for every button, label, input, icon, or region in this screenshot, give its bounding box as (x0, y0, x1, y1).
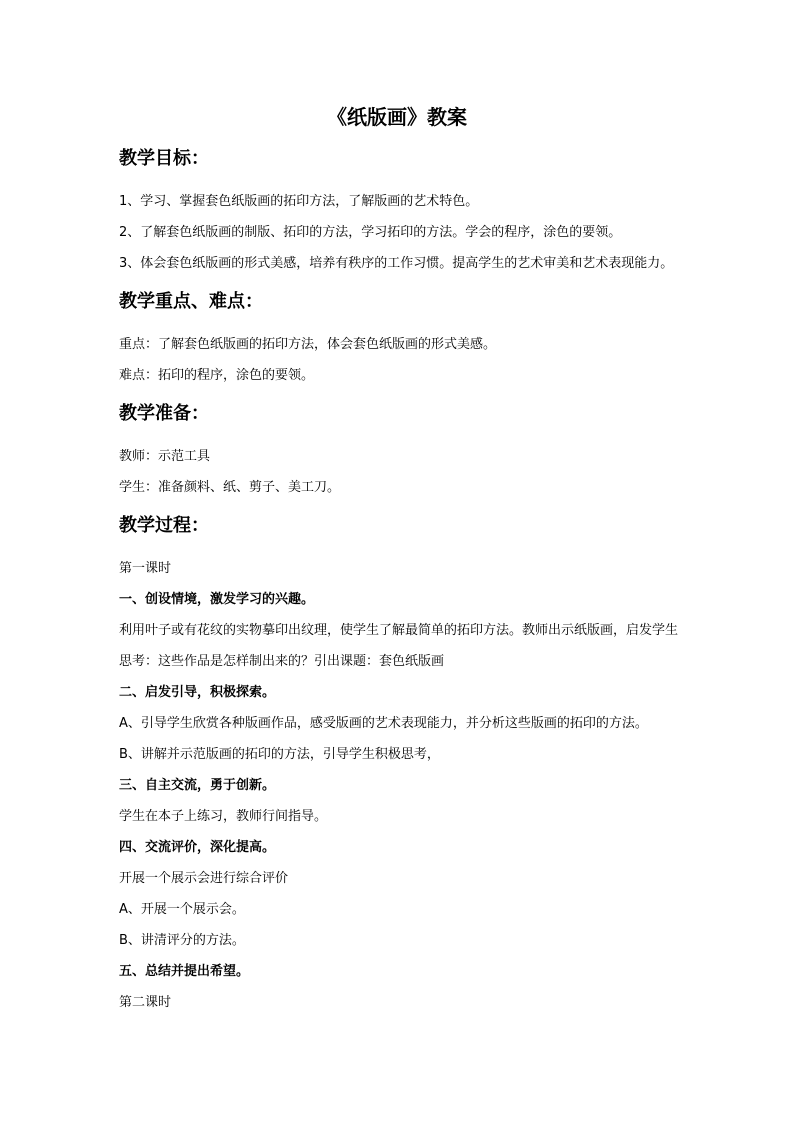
step-3-text: 学生在本子上练习，教师行间指导。 (119, 809, 328, 824)
step-2-item-a: A、引导学生欣赏各种版画作品，感受版画的艺术表现能力，并分析这些版画的拓印的方法。 (119, 716, 648, 731)
lesson-2-label: 第二课时 (119, 995, 172, 1010)
preparation-student: 学生：准备颜料、纸、剪子、美工刀。 (119, 480, 341, 495)
step-1-title: 一、创设情境，激发学习的兴趣。 (119, 592, 315, 607)
step-2-title: 二、启发引导，积极探索。 (119, 685, 276, 700)
step-4-item-a: A、开展一个展示会。 (119, 902, 245, 917)
goal-item-1: 1、学习、掌握套色纸版画的拓印方法，了解版画的艺术特色。 (119, 194, 479, 209)
step-2-item-b: B、讲解并示范版画的拓印的方法，引导学生积极思考， (119, 747, 440, 762)
step-4-text: 开展一个展示会进行综合评价 (119, 871, 289, 886)
process-heading: 教学过程： (119, 515, 209, 536)
step-4-item-b: B、讲清评分的方法。 (119, 933, 245, 948)
preparation-heading: 教学准备： (119, 403, 209, 424)
key-points-heading: 教学重点、难点： (119, 291, 263, 312)
difficulty-item: 难点：拓印的程序，涂色的要领。 (119, 368, 315, 383)
goals-heading: 教学目标： (119, 148, 209, 169)
step-4-title: 四、交流评价，深化提高。 (119, 840, 276, 855)
goal-item-2: 2、了解套色纸版画的制版、拓印的方法，学习拓印的方法。学会的程序，涂色的要领。 (119, 225, 622, 240)
document-body (119, 146, 689, 1018)
preparation-teacher: 教师：示范工具 (119, 449, 211, 464)
step-3-title: 三、自主交流，勇于创新。 (119, 778, 276, 793)
step-1-text: 利用叶子或有花纹的实物摹印出纹理，使学生了解最简单的拓印方法。教师出示纸版画，启发学生思考：这些作品是怎样制出来的？引出课题：套色纸版画 (119, 623, 679, 669)
lesson-1-label: 第一课时 (119, 561, 172, 576)
goal-item-3: 3、体会套色纸版画的形式美感，培养有秩序的工作习惯。提高学生的艺术审美和艺术表现能力。 (119, 256, 674, 271)
document-title: 《纸版画》教案 (327, 105, 467, 129)
step-5-title: 五、总结并提出希望。 (119, 964, 250, 979)
key-point-item: 重点：了解套色纸版画的拓印方法，体会套色纸版画的形式美感。 (119, 337, 497, 352)
